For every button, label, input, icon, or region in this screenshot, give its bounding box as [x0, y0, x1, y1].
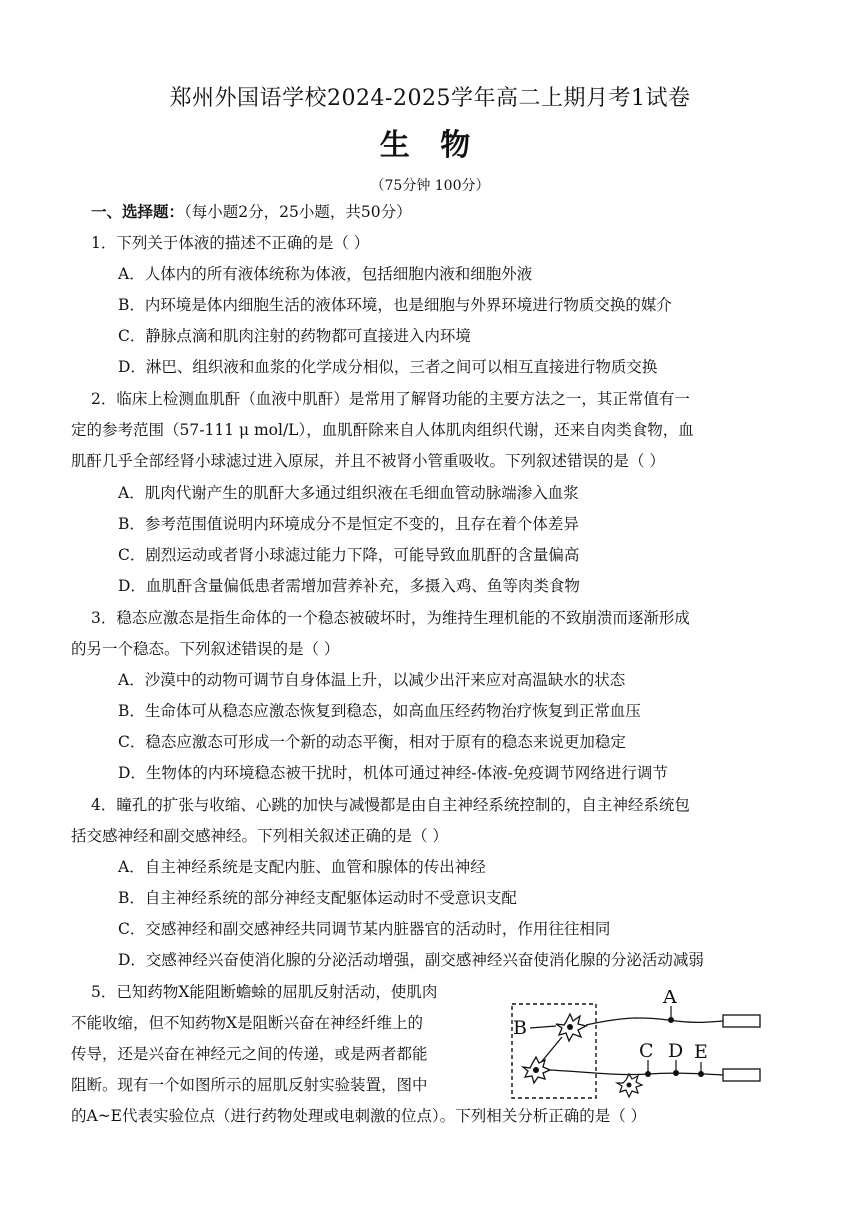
question-4-stem-line-2: 括交感神经和副交感神经。下列相关叙述正确的是（ ）: [71, 827, 448, 845]
point-d-label: D: [668, 1040, 684, 1062]
question-3-option-c: C．稳态应激态可形成一个新的动态平衡，相对于原有的稳态来说更加稳定: [118, 733, 626, 751]
exam-duration: （75分钟 100分）: [370, 178, 490, 194]
upper-neuron-nucleus: [567, 1024, 573, 1030]
question-2-stem-line-1: 2．临床上检测血肌酐（血液中肌酐）是常用了解肾功能的主要方法之一，其正常值有一: [91, 390, 690, 408]
section-heading-label: 一、选择题：: [91, 203, 185, 221]
question-5-stem-line-3: 传导，还是兴奋在神经元之间的传递，或是两者都能: [71, 1045, 428, 1063]
point-c-label: C: [639, 1040, 654, 1062]
section-note: （每小题2分，25小题，共50分）: [184, 203, 412, 221]
subject-title: 生 物: [379, 128, 481, 163]
question-3-option-d: D．生物体的内环境稳态被干扰时，机体可通过神经-体液-免疫调节网络进行调节: [118, 764, 668, 782]
question-1-option-a: A．人体内的所有液体统称为体液，包括细胞内液和细胞外液: [118, 265, 533, 283]
point-a-label: A: [663, 990, 677, 1008]
question-5-stem-line-1: 5．已知药物X能阻断蟾蜍的屈肌反射活动，使肌肉: [91, 983, 438, 1001]
question-5-stem-line-4: 阻断。现有一个如图所示的屈肌反射实验装置，图中: [71, 1076, 428, 1094]
question-5-stem-line-5: 的A~E代表实验位点（进行药物处理或电刺激的位点）。下列相关分析正确的是（ ）: [71, 1107, 647, 1125]
point-a-dot: [668, 1017, 674, 1023]
question-1-option-c: C．静脉点滴和肌肉注射的药物都可直接进入内环境: [118, 327, 471, 345]
reflex-arc-diagram: [508, 990, 766, 1102]
question-4-stem-line-1: 4．瞳孔的扩张与收缩、心跳的加快与减慢都是由自主神经系统控制的，自主神经系统包: [91, 796, 690, 814]
upper-effector: [723, 1015, 760, 1027]
question-1-option-b: B．内环境是体内细胞生活的液体环境，也是细胞与外界环境进行物质交换的媒介: [118, 296, 672, 314]
upper-nerve-fiber: [586, 1018, 723, 1025]
question-3-stem-line-2: 的另一个稳态。下列叙述错误的是（ ）: [71, 640, 340, 658]
lower-nerve-fiber: [550, 1070, 723, 1075]
question-1-stem: 1．下列关于体液的描述不正确的是（ ）: [91, 234, 370, 252]
question-3-stem-line-1: 3．稳态应激态是指生命体的一个稳态被破坏时，为维持生理机能的不致崩溃而逐渐形成: [91, 609, 690, 627]
question-2-stem-line-2: 定的参考范围（57-111 μ mol/L），血肌酐除来自人体肌肉组织代谢，还来自肉类食物，血: [71, 421, 694, 439]
lower-effector: [723, 1069, 760, 1081]
exam-title: 郑州外国语学校2024-2025学年高二上期月考1试卷: [169, 86, 691, 111]
point-c-dot: [645, 1071, 651, 1077]
point-b-label: B: [513, 1017, 527, 1039]
question-4-option-b: B．自主神经系统的部分神经支配躯体运动时不受意识支配: [118, 889, 517, 907]
question-1-option-d: D．淋巴、组织液和血浆的化学成分相似，三者之间可以相互直接进行物质交换: [118, 358, 658, 376]
question-2-stem-line-3: 肌酐几乎全部经肾小球滤过进入原尿，并且不被肾小管重吸收。下列叙述错误的是（ ）: [71, 452, 665, 470]
point-d-dot: [673, 1070, 679, 1076]
point-e-label: E: [694, 1041, 708, 1063]
point-e-dot: [698, 1071, 704, 1077]
question-3-option-a: A．沙漠中的动物可调节自身体温上升，以减少出汗来应对高温缺水的状态: [118, 671, 626, 689]
lower-neuron-nucleus: [533, 1067, 539, 1073]
point-b-pointer: [530, 1026, 556, 1028]
question-5-stem-line-2: 不能收缩，但不知药物X是阻断兴奋在神经纤维上的: [71, 1014, 424, 1032]
question-4-option-c: C．交感神经和副交感神经共同调节某内脏器官的活动时，作用往往相同: [118, 920, 611, 938]
question-2-option-c: C．剧烈运动或者肾小球滤过能力下降，可能导致血肌酐的含量偏高: [118, 546, 580, 564]
question-2-option-d: D．血肌酐含量偏低患者需增加营养补充，多摄入鸡、鱼等肉类食物: [118, 577, 580, 595]
question-2-option-a: A．肌肉代谢产生的肌酐大多通过组织液在毛细血管动脉端渗入血浆: [118, 484, 579, 502]
question-2-option-b: B．参考范围值说明内环境成分不是恒定不变的，且存在着个体差异: [118, 515, 579, 533]
ganglion-nucleus: [627, 1083, 632, 1088]
question-4-option-a: A．自主神经系统是支配内脏、血管和腺体的传出神经: [118, 858, 486, 876]
question-4-option-d: D．交感神经兴奋使消化腺的分泌活动增强，副交感神经兴奋使消化腺的分泌活动减弱: [118, 951, 704, 969]
section-heading: [91, 201, 412, 223]
question-3-option-b: B．生命体可从稳态应激态恢复到稳态，如高血压经药物治疗恢复到正常血压: [118, 702, 641, 720]
